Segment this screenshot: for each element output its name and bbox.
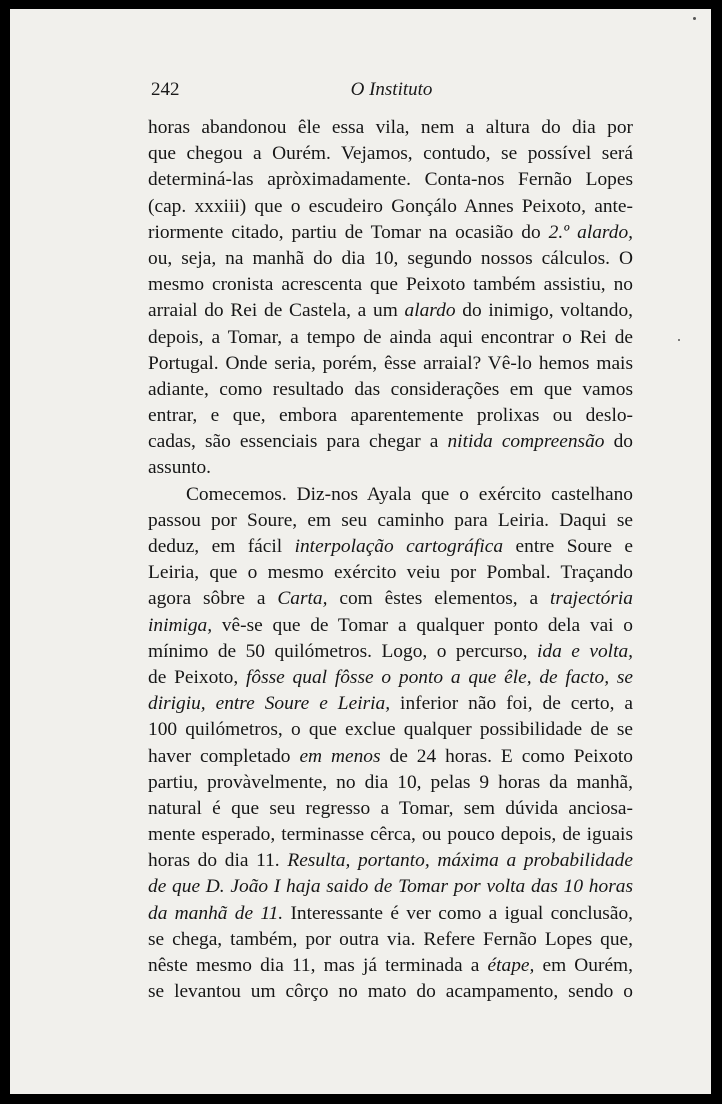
running-title: O Instituto: [350, 79, 433, 100]
text-line: [148, 901, 633, 927]
text-line: [148, 770, 633, 796]
text-run: mínimo de 50 quilómetros. Logo, o percurso,: [148, 640, 538, 662]
italic-text: alardo: [404, 300, 456, 322]
text-run: arraial do Rei de Castela, a um: [148, 300, 405, 322]
italic-text: dirigiu, entre Soure e Leiria,: [148, 693, 391, 715]
text-run: agora sôbre a: [148, 588, 278, 610]
text-run: deduz, em fácil: [148, 536, 295, 557]
text-run: natural é que seu regresso a Tomar, sem dúvida anciosa-: [148, 797, 633, 819]
text-line: [148, 979, 633, 1005]
text-line: [148, 194, 633, 220]
text-run: adiante, como resultado das considerações em que vamos: [148, 378, 633, 400]
italic-text: nitida compreensão: [447, 431, 605, 453]
text-run: assunto.: [148, 457, 212, 479]
text-run: ou, seja, na manhã do dia 10, segundo nossos cálculos. O: [148, 247, 633, 269]
text-run: do inimigo, voltando,: [455, 300, 633, 322]
text-run: com êstes elementos, a: [327, 588, 551, 610]
text-run: horas abandonou êle essa vila, nem a altura do dia por: [148, 117, 633, 138]
text-line: [148, 874, 633, 900]
text-run: nêste mesmo dia 11, mas já terminada a: [148, 955, 488, 976]
text-line: [148, 455, 633, 481]
text-line: [148, 744, 633, 770]
text-run: determiná-las apròximadamente. Conta-nos Fernão Lopes: [148, 169, 633, 191]
text-line: [148, 953, 633, 979]
text-run: riormente citado, partiu de Tomar na ocasião do: [148, 221, 549, 243]
text-run: depois, a Tomar, a tempo de ainda aqui encontrar o Rei de: [148, 326, 633, 348]
text-run: Portugal. Onde seria, porém, êsse arraial? Vê-lo hemos mais: [148, 352, 633, 374]
text-run: do: [604, 431, 633, 453]
text-run: de Peixoto,: [148, 666, 246, 688]
page-number: 242: [151, 79, 180, 100]
text-run: se levantou um côrço no mato do acampamento, sendo o: [148, 981, 633, 1003]
body-text: [148, 115, 633, 1005]
text-line: [148, 429, 633, 455]
text-line: [148, 482, 633, 508]
text-run: entre Soure e: [503, 536, 633, 557]
text-run: partiu, provàvelmente, no dia 10, pelas 9 horas da manhã,: [148, 771, 633, 793]
text-run: horas do dia 11.: [148, 850, 288, 872]
italic-text: de que D. João I haja saido de Tomar por volta das 10 horas: [148, 876, 633, 898]
text-line: [148, 586, 633, 612]
text-run: mente esperado, terminasse cêrca, ou pouco depois, de iguais: [148, 824, 633, 846]
italic-text: ida e volta,: [537, 640, 633, 662]
italic-text: da manhã de 11.: [148, 902, 284, 924]
text-line: [148, 246, 633, 272]
italic-text: em menos: [299, 745, 381, 767]
text-run: Interessante é ver como a igual conclusão,: [283, 902, 633, 924]
italic-text: inimiga,: [148, 614, 213, 636]
text-run: vê-se que de Tomar a qualquer ponto dela vai o: [212, 614, 633, 636]
italic-text: trajectória: [550, 588, 633, 610]
text-line: [148, 822, 633, 848]
scan-speck: [678, 339, 680, 341]
text-line: [148, 377, 633, 403]
text-run: de 24 horas. E como Peixoto: [380, 745, 633, 767]
running-header: [151, 79, 632, 103]
scan-speck: [693, 17, 696, 20]
text-line: [148, 508, 633, 534]
italic-text: Carta,: [277, 588, 328, 610]
text-run: cadas, são essenciais para chegar a: [148, 431, 448, 453]
scanned-page: [10, 9, 711, 1094]
text-run: passou por Soure, em seu caminho para Leiria. Daqui se: [148, 509, 633, 531]
text-line: [148, 403, 633, 429]
text-run: haver completado: [148, 745, 300, 767]
italic-text: 2.º alardo,: [548, 221, 633, 243]
italic-text: fôsse qual fôsse o ponto a que êle, de facto, se: [245, 666, 633, 688]
text-line: [148, 298, 633, 324]
text-run: que chegou a Ourém. Vejamos, contudo, se possível será: [148, 143, 633, 165]
text-run: Comecemos. Diz-nos Ayala que o exército castelhano: [186, 483, 633, 505]
text-line: [148, 796, 633, 822]
text-run: Leiria, que o mesmo exército veiu por Pombal. Traçando: [148, 562, 633, 584]
text-run: entrar, e que, embora aparentemente prolixas ou deslo-: [148, 405, 633, 427]
italic-text: Resulta, portanto, máxima a probabilidade: [287, 850, 633, 872]
italic-text: interpolação cartográfica: [294, 536, 504, 557]
text-line: [148, 665, 633, 691]
text-line: [148, 717, 633, 743]
text-line: [148, 272, 633, 298]
text-run: se chega, também, por outra via. Refere Fernão Lopes que,: [148, 928, 633, 950]
text-run: em Ourém,: [534, 955, 633, 976]
text-line: [148, 167, 633, 193]
text-line: [148, 351, 633, 377]
text-run: inferior não foi, de certo, a: [390, 693, 633, 715]
text-line: [148, 141, 633, 167]
italic-text: étape,: [487, 955, 535, 976]
text-run: mesmo cronista acrescenta que Peixoto também assistiu, no: [148, 274, 633, 296]
text-run: (cap. xxxiii) que o escudeiro Gonçálo Annes Peixoto, ante-: [148, 195, 633, 217]
text-line: [148, 639, 633, 665]
text-line: [148, 325, 633, 351]
text-line: [148, 927, 633, 953]
text-line: [148, 534, 633, 560]
text-run: 100 quilómetros, o que exclue qualquer possibilidade de se: [148, 719, 633, 741]
text-line: [148, 115, 633, 141]
text-line: [148, 560, 633, 586]
text-line: [148, 613, 633, 639]
text-line: [148, 220, 633, 246]
text-line: [148, 691, 633, 717]
text-line: [148, 848, 633, 874]
